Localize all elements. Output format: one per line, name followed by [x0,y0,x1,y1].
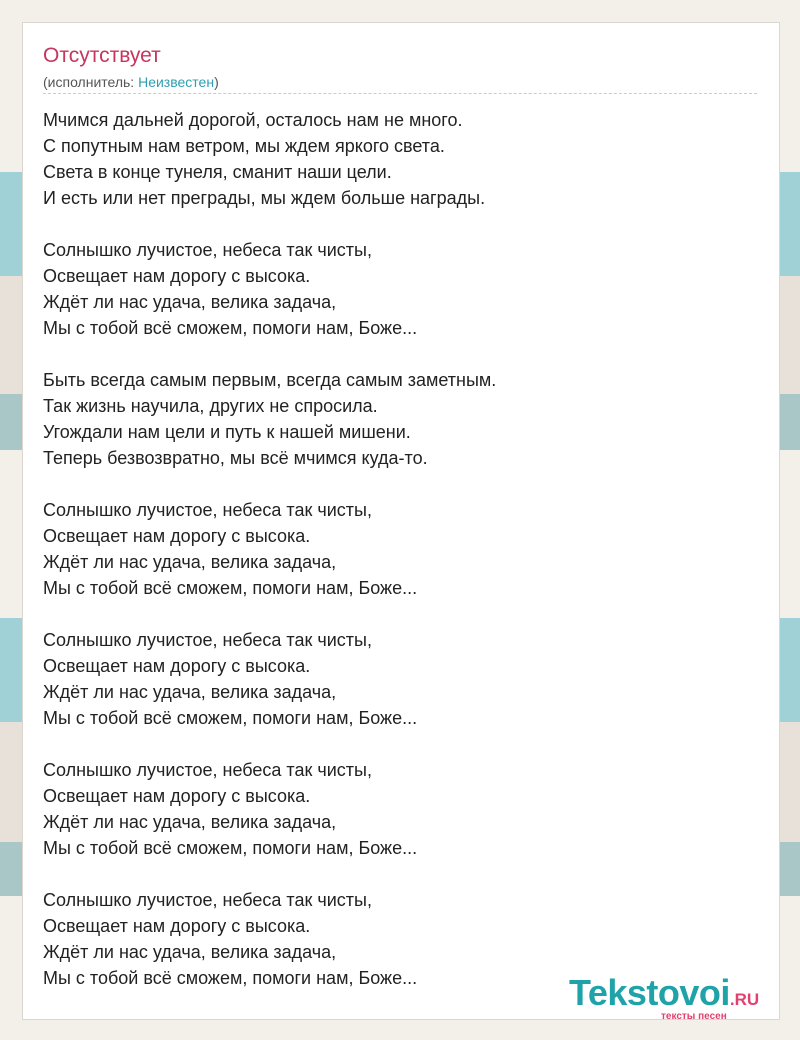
lyric-line: Освещает нам дорогу с высока. [43,526,311,546]
divider [43,93,757,94]
lyric-line: Угождали нам цели и путь к нашей мишени. [43,422,411,442]
lyric-line: Освещает нам дорогу с высока. [43,266,311,286]
lyric-line: Мы с тобой всё сможем, помоги нам, Боже... [43,968,418,988]
logo-text: Tekstovoi [569,972,730,1013]
artist-line [43,74,219,90]
lyric-line: Ждёт ли нас удача, велика задача, [43,942,337,962]
lyric-line: Мы с тобой всё сможем, помоги нам, Боже... [43,578,418,598]
lyrics-stanza [43,237,757,341]
lyrics-stanza [43,497,757,601]
artist-link[interactable]: Неизвестен [138,74,215,90]
lyric-line: Солнышко лучистое, небеса так чисты, [43,500,372,520]
lyric-line: Освещает нам дорогу с высока. [43,916,311,936]
lyrics-card [22,22,780,1020]
lyric-line: Ждёт ли нас удача, велика задача, [43,812,337,832]
lyric-line: Быть всегда самым первым, всегда самым заметным. [43,370,497,390]
lyrics-stanza [43,757,757,861]
lyric-line: Мы с тобой всё сможем, помоги нам, Боже... [43,318,418,338]
logo-subtitle: тексты песен [661,1011,727,1022]
lyrics-body [43,107,760,1017]
song-title: Отсутствует [43,44,161,67]
lyric-line: Солнышко лучистое, небеса так чисты, [43,760,372,780]
lyric-line: Света в конце тунеля, сманит наши цели. [43,162,392,182]
lyric-line: Освещает нам дорогу с высока. [43,786,311,806]
lyric-line: И есть или нет преграды, мы ждем больше награды. [43,188,486,208]
lyric-line: Так жизнь научила, других не спросила. [43,396,378,416]
lyric-line: Ждёт ли нас удача, велика задача, [43,292,337,312]
lyrics-stanza [43,627,757,731]
lyric-line: Мчимся дальней дорогой, осталось нам не много. [43,110,463,130]
site-logo[interactable] [569,972,779,1022]
logo-tld: .RU [729,990,760,1009]
lyrics-stanza [43,107,757,211]
lyric-line: Освещает нам дорогу с высока. [43,656,311,676]
artist-suffix: ) [214,74,219,90]
lyric-line: Солнышко лучистое, небеса так чисты, [43,240,372,260]
lyrics-stanza [43,367,757,471]
lyric-line: Теперь безвозвратно, мы всё мчимся куда-то. [43,448,428,468]
artist-prefix: (исполнитель: [43,74,139,90]
lyric-line: С попутным нам ветром, мы ждем яркого света. [43,136,445,156]
lyric-line: Ждёт ли нас удача, велика задача, [43,682,337,702]
lyric-line: Мы с тобой всё сможем, помоги нам, Боже... [43,708,418,728]
lyric-line: Солнышко лучистое, небеса так чисты, [43,890,372,910]
lyric-line: Мы с тобой всё сможем, помоги нам, Боже... [43,838,418,858]
lyric-line: Ждёт ли нас удача, велика задача, [43,552,337,572]
lyric-line: Солнышко лучистое, небеса так чисты, [43,630,372,650]
